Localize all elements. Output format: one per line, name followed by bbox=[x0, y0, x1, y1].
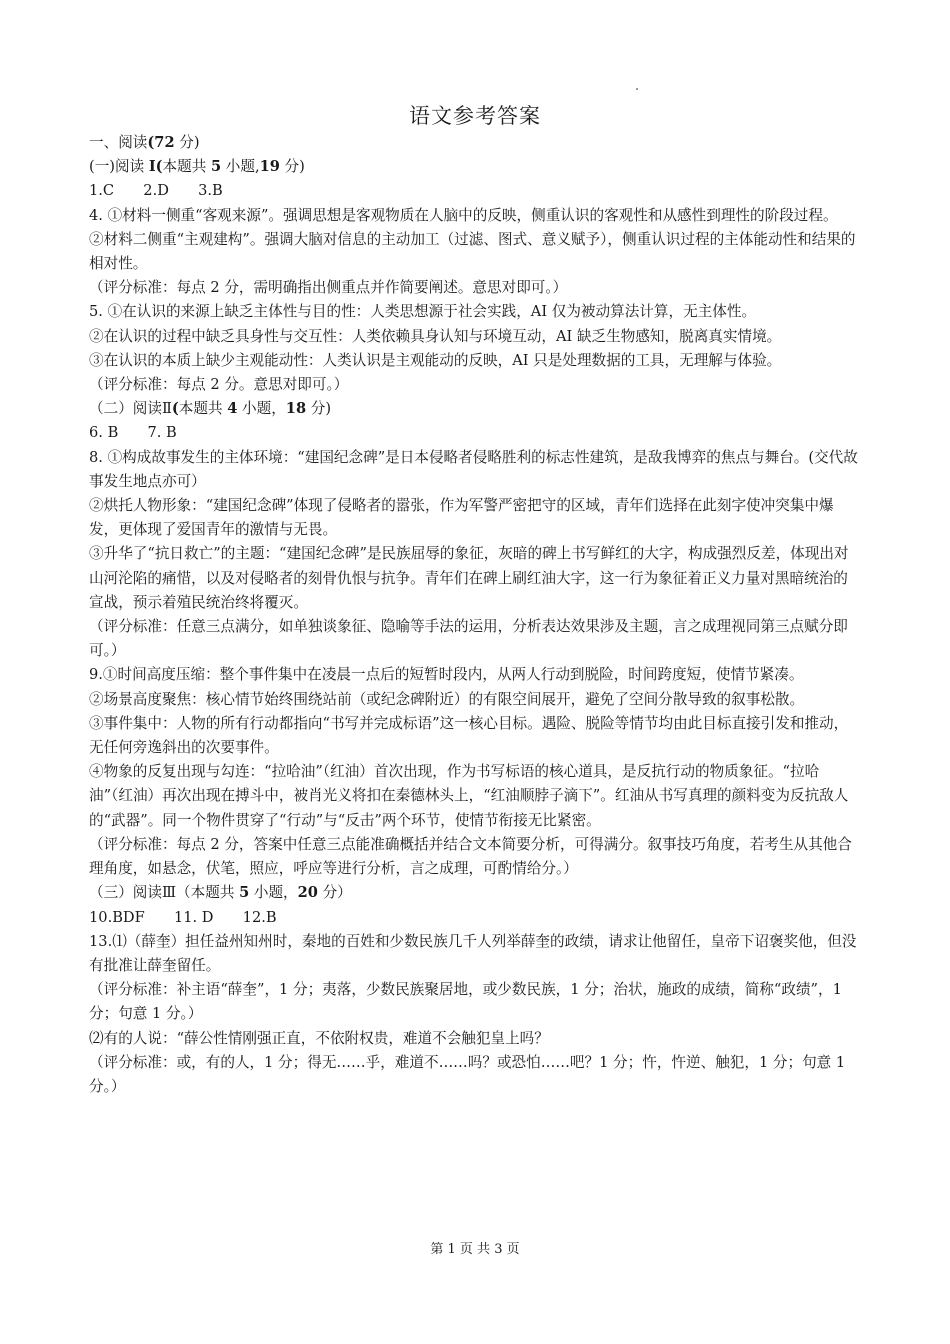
answer-line: 5. ①在认识的来源上缺乏主体性与目的性：人类思想源于社会实践，AI 仅为被动算法计算，无主体性。 bbox=[89, 303, 757, 321]
answer-line: ③在认识的本质上缺少主观能动性：人类认识是主观能动的反映，AI 只是处理数据的工具，无理解与体验。 bbox=[89, 351, 782, 369]
answer-line: 1.C 2.D 3.B bbox=[89, 182, 223, 200]
answer-line: ⑵有的人说：“薛公性情刚强正直，不依附权贵，难道不会触犯皇上吗？ bbox=[89, 1029, 549, 1047]
answer-line: 4. ①材料一侧重“客观来源”。强调思想是客观物质在人脑中的反映，侧重认识的客观性和从感性到理性的阶段过程。 bbox=[89, 206, 838, 224]
scoring-note: （评分标准：或，有的人，1 分；得无……乎，难道不……吗？或恐怕……吧？1 分；忤，忤逆、触犯，1 分；句意 1 分。） bbox=[89, 1053, 846, 1095]
answer-line: ②场景高度聚焦：核心情节始终围绕站前（或纪念碑附近）的有限空间展开，避免了空间分散导致的叙事松散。 bbox=[89, 690, 805, 708]
subsection-heading-2: （二）阅读Ⅱ(本题共 4 小题，18 分) bbox=[89, 400, 332, 418]
answer-line: 10.BDF 11. D 12.B bbox=[89, 908, 277, 926]
answer-line: ③升华了“抗日救亡”的主题：“建国纪念碑”是民族屈辱的象征，灰暗的碑上书写鲜红的大字，构成强烈反差，体现出对山河沦陷的痛惜，以及对侵略者的刻骨仇恨与抗争。青年们在碑上刷红油大字，这一行为象征着正义力量对黑暗统治的宣战，预示着殖民统治终将覆灭。 bbox=[89, 545, 849, 611]
answer-content bbox=[89, 131, 861, 1099]
subsection-heading-3: （三）阅读Ⅲ（本题共 5 小题，20 分） bbox=[89, 884, 352, 902]
answer-line: 9.①时间高度压缩：整个事件集中在凌晨一点后的短暂时段内，从两人行动到脱险，时间跨度短，使情节紧凑。 bbox=[89, 666, 804, 684]
section-heading-reading: 一、阅读(72 分) bbox=[89, 134, 200, 151]
answer-line: ②在认识的过程中缺乏具身性与交互性：人类依赖具身认知与环境互动，AI 缺乏生物感知，脱离真实情境。 bbox=[89, 327, 782, 345]
answer-line: 13.⑴（薛奎）担任益州知州时，秦地的百姓和少数民族几千人列举薛奎的政绩，请求让他留任，皇帝下诏褒奖他，但没有批准让薛奎留任。 bbox=[89, 932, 857, 974]
scoring-note: （评分标准：每点 2 分，需明确指出侧重点并作简要阐述。意思对即可。） bbox=[89, 279, 568, 297]
answer-line: ③事件集中：人物的所有行动都指向“书写并完成标语”这一核心目标。遇险、脱险等情节均由此目标直接引发和推动，无任何旁逸斜出的次要事件。 bbox=[89, 714, 849, 757]
scoring-note: （评分标准：每点 2 分。意思对即可。） bbox=[89, 376, 349, 394]
answer-line: ②材料二侧重“主观建构”。强调大脑对信息的主动加工（过滤、图式、意义赋予），侧重认识过程的主体能动性和结果的相对性。 bbox=[89, 230, 856, 273]
answer-line: 6. B 7. B bbox=[89, 424, 177, 442]
answer-line: 8. ①构成故事发生的主体环境：“建国纪念碑”是日本侵略者侵略胜利的标志性建筑，是敌我博弈的焦点与舞台。(交代故事发生地点亦可） bbox=[89, 448, 858, 490]
scoring-note: （评分标准：每点 2 分，答案中任意三点能准确概括并结合文本简要分析，可得满分。叙事技巧角度，若考生从其他合理角度，如悬念，伏笔，照应，呼应等进行分析，言之成理，可酌情给分。） bbox=[89, 835, 852, 878]
scan-dot bbox=[636, 88, 638, 90]
scoring-note: （评分标准：补主语“薛奎”，1 分；夷落，少数民族聚居地，或少数民族，1 分；治状，施政的成绩，简称“政绩”，1 分；句意 1 分。） bbox=[89, 981, 842, 1023]
scoring-note: （评分标准：任意三点满分，如单独谈象征、隐喻等手法的运用，分析表达效果涉及主题，言之成理视同第三点赋分即可。） bbox=[89, 618, 848, 660]
answer-line: ②烘托人物形象：“建国纪念碑”体现了侵略者的嚣张，作为军警严密把守的区域，青年们选择在此刻字使冲突集中爆发，更体现了爱国青年的激情与无畏。 bbox=[89, 497, 834, 539]
answer-line: ④物象的反复出现与勾连：“拉哈油”（红油）首次出现，作为书写标语的核心道具，是反抗行动的物质象征。“拉哈油”（红油）再次出现在搏斗中，被肖光义将扣在秦德林头上，“红油顺脖子滴下”。红油从书写真理的颜料变为反抗敌人的“武器”。同一个物件贯穿了“行动”与“反击”两个环节，使情节衔接无比紧密。 bbox=[89, 763, 849, 829]
subsection-heading-1: (一)阅读 I(本题共 5 小题,19 分) bbox=[89, 158, 305, 176]
page-title: 语文参考答案 bbox=[409, 104, 541, 128]
page-number: 第 1 页 共 3 页 bbox=[430, 1242, 520, 1257]
